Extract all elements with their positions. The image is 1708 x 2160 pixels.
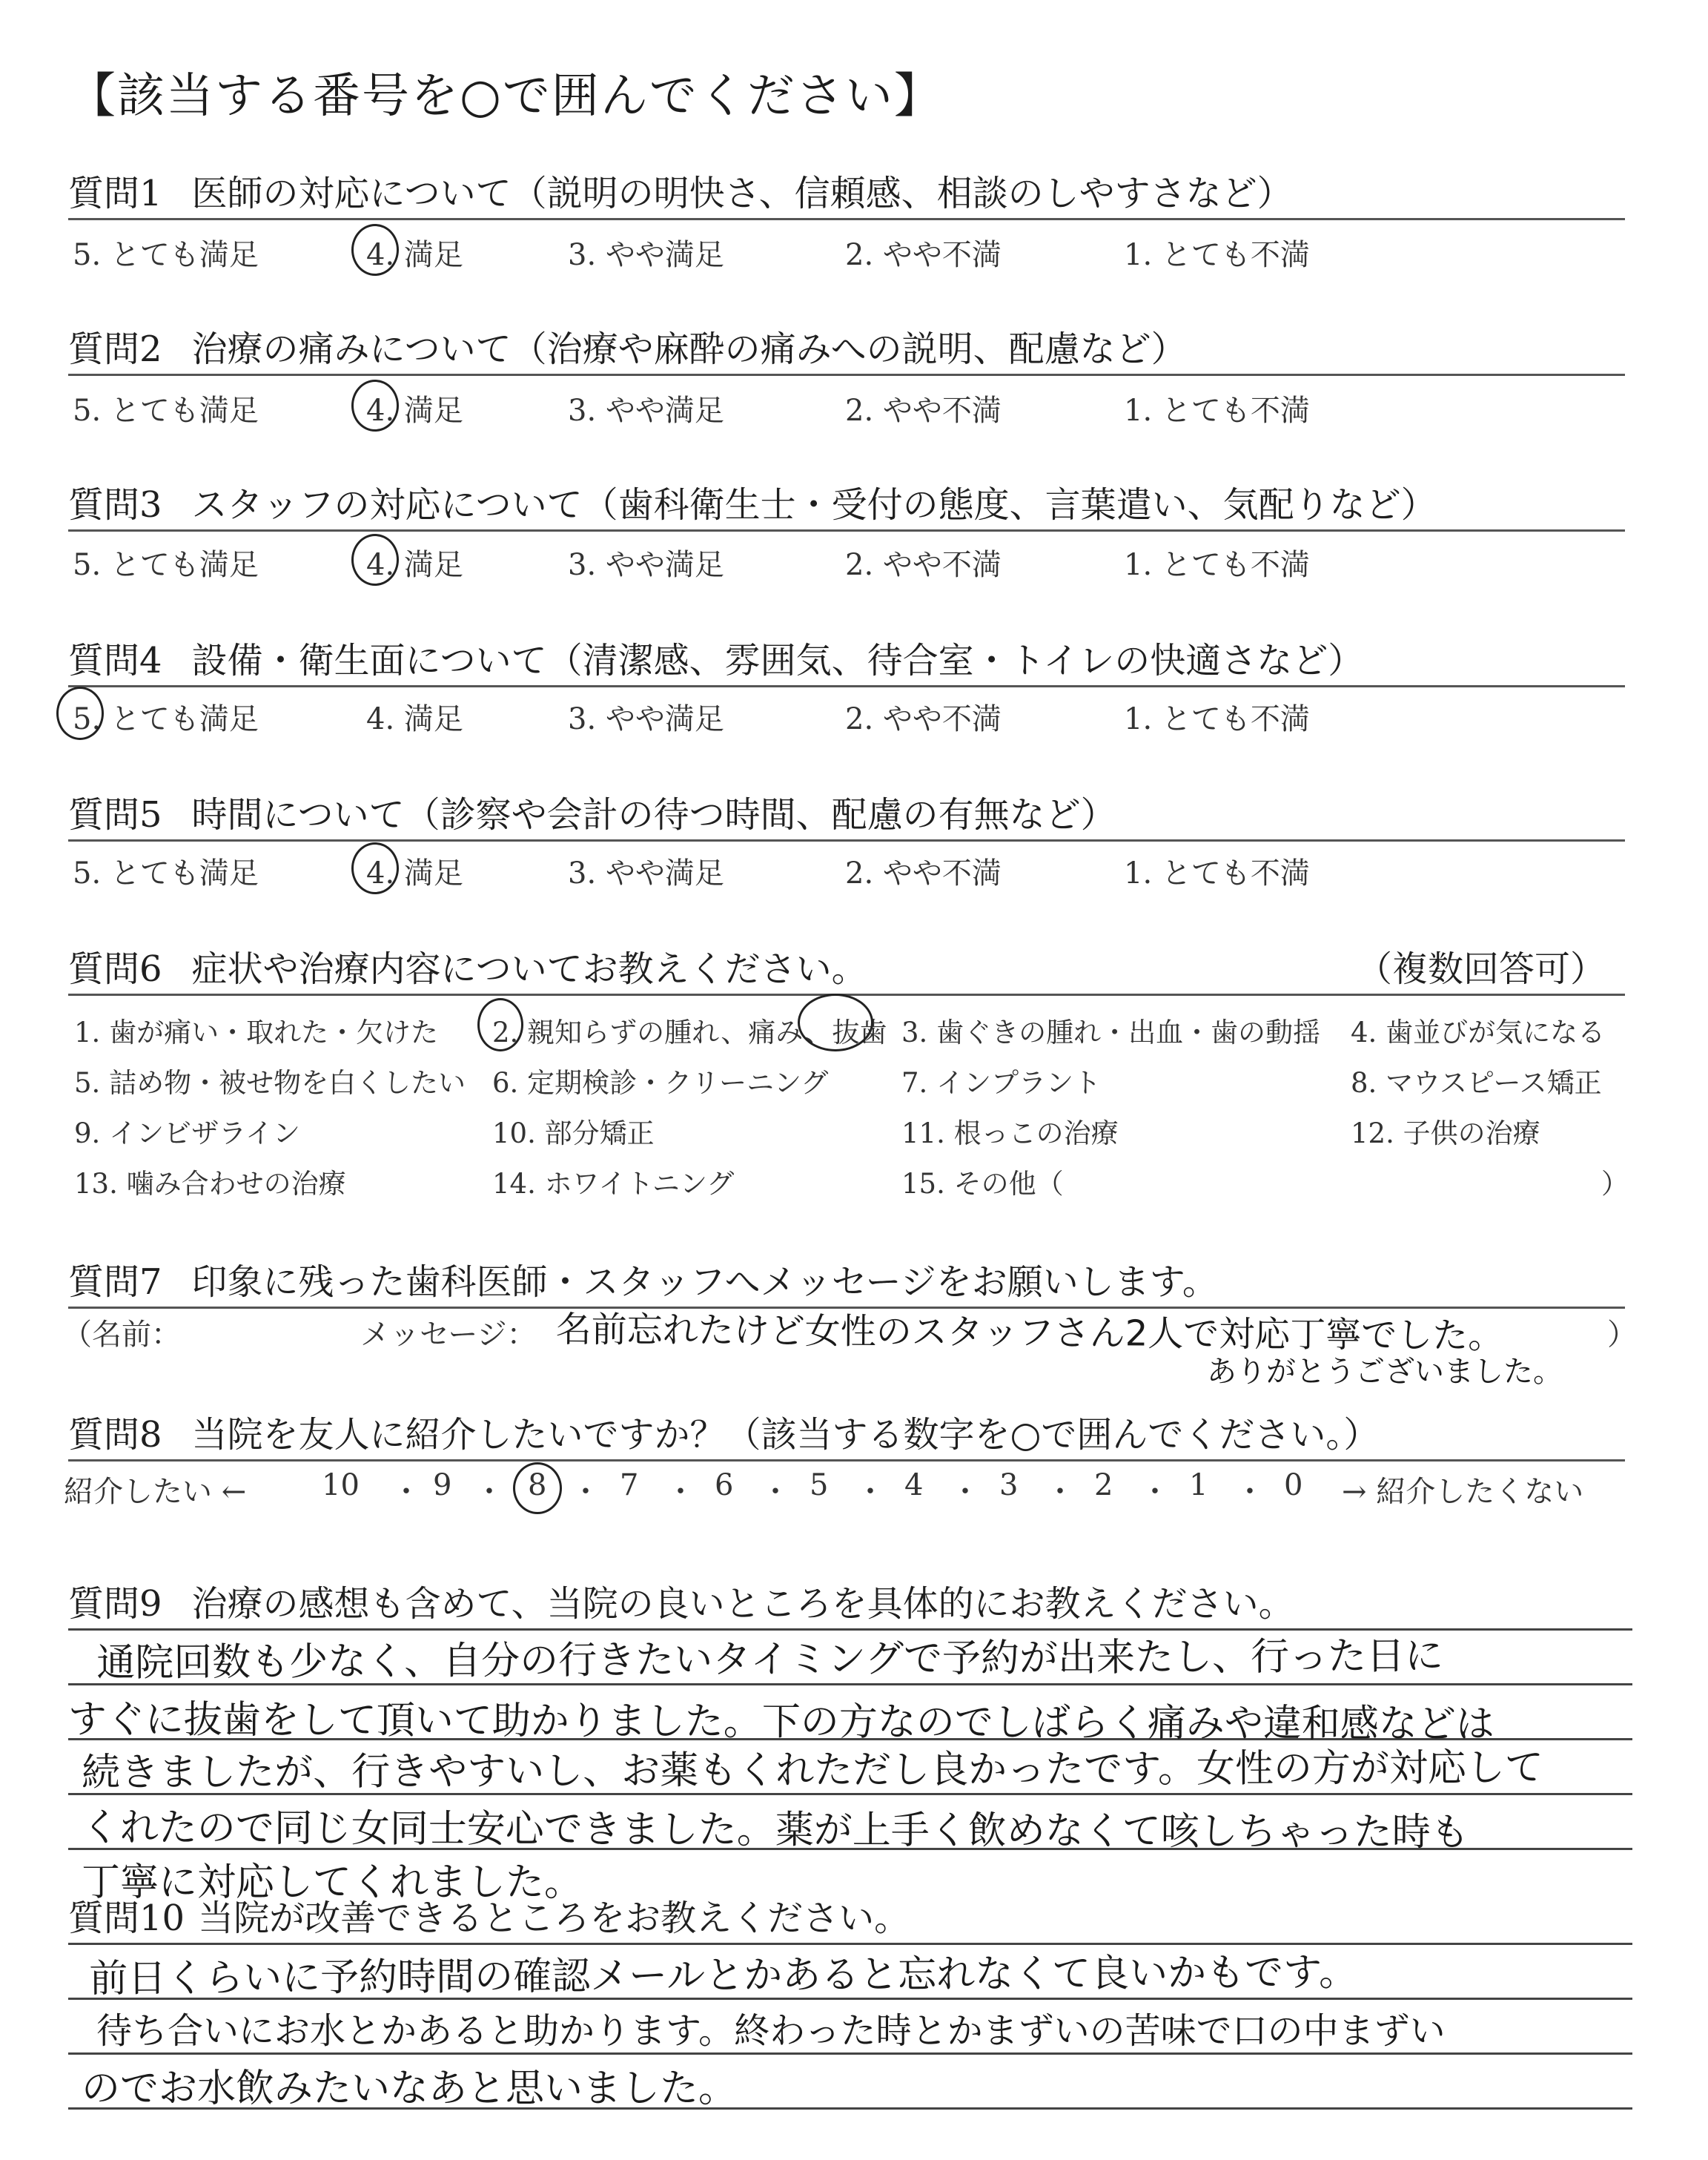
question-1-label: 質問1 bbox=[68, 173, 162, 214]
q3-option-1[interactable]: 1. とても不満 bbox=[1124, 548, 1310, 582]
q8-scale-dot: ・ bbox=[474, 1475, 504, 1509]
q5-selection-circle-icon bbox=[351, 842, 399, 894]
q1-selection-circle-icon bbox=[351, 224, 399, 276]
q4-option-2[interactable]: 2. やや不満 bbox=[845, 702, 1002, 736]
q6-item-2[interactable]: 2. 親知らずの腫れ、痛み、抜歯 bbox=[492, 1017, 887, 1048]
q2-option-3[interactable]: 3. やや満足 bbox=[568, 394, 724, 428]
question-8-rule bbox=[68, 1459, 1625, 1462]
q9-answer-line-2: すぐに抜歯をして頂いて助かりました。下の方なのでしばらく痛みや違和感などは bbox=[67, 1697, 1494, 1747]
question-10-text: 当院が改善できるところをお教えください。 bbox=[198, 1898, 910, 1939]
question-7-label: 質問7 bbox=[68, 1261, 162, 1303]
question-9-label: 質問9 bbox=[68, 1583, 162, 1625]
q8-scale-dot: ・ bbox=[1235, 1475, 1265, 1509]
q8-right-label: → 紹介したくない bbox=[1342, 1475, 1584, 1509]
q3-option-2[interactable]: 2. やや不満 bbox=[845, 548, 1002, 582]
question-8-text: 当院を友人に紹介したいですか？（該当する数字を○で囲んでください。） bbox=[191, 1414, 1380, 1456]
q2-option-2[interactable]: 2. やや不満 bbox=[845, 394, 1002, 428]
q1-option-3[interactable]: 3. やや満足 bbox=[568, 238, 724, 272]
q7-close-paren: ） bbox=[1607, 1318, 1637, 1352]
q6-item-9[interactable]: 9. インビザライン bbox=[74, 1117, 300, 1149]
q6-item-7[interactable]: 7. インプラント bbox=[901, 1067, 1102, 1099]
q8-scale-3[interactable]: 3 bbox=[999, 1468, 1019, 1502]
question-2-label: 質問2 bbox=[68, 328, 162, 370]
question-1-rule bbox=[68, 218, 1625, 220]
q4-option-5[interactable]: 5. とても満足 bbox=[73, 702, 259, 736]
question-6-label: 質問6 bbox=[68, 948, 162, 990]
form-title: 【該当する番号を○で囲んでください】 bbox=[68, 69, 943, 124]
q8-scale-dot: ・ bbox=[1045, 1475, 1075, 1509]
q10-answer-line-1: 前日くらいに予約時間の確認メールとかあると忘れなくて良いかもです。 bbox=[89, 1950, 1358, 2001]
question-7-text: 印象に残った歯科医師・スタッフへメッセージをお願いします。 bbox=[191, 1261, 1218, 1303]
q8-scale-9[interactable]: 9 bbox=[433, 1468, 452, 1502]
question-5-text: 時間について（診察や会計の待つ時間、配慮の有無など） bbox=[191, 794, 1116, 836]
question-2-rule bbox=[68, 374, 1625, 376]
question-3-label: 質問3 bbox=[68, 484, 162, 526]
q8-scale-7[interactable]: 7 bbox=[620, 1468, 639, 1502]
q2-option-4[interactable]: 4. 満足 bbox=[366, 394, 463, 428]
question-3-rule bbox=[68, 529, 1625, 532]
q6-item-6[interactable]: 6. 定期検診・クリーニング bbox=[492, 1067, 829, 1099]
q6-item-15-close: ） bbox=[1601, 1168, 1629, 1200]
q8-scale-0[interactable]: 0 bbox=[1284, 1468, 1303, 1502]
q6-item-11[interactable]: 11. 根っこの治療 bbox=[901, 1117, 1119, 1149]
question-10-label: 質問10 bbox=[68, 1898, 185, 1939]
question-5-rule bbox=[68, 839, 1625, 842]
q7-message-handwriting-line-2: ありがとうございました。 bbox=[1207, 1355, 1563, 1389]
question-10-heading bbox=[68, 1889, 910, 1941]
question-4-label: 質問4 bbox=[68, 640, 162, 681]
q8-scale-8[interactable]: 8 bbox=[528, 1468, 547, 1502]
q10-answer-line-3: のでお水飲みたいなあと思いました。 bbox=[82, 2067, 738, 2111]
question-9-heading bbox=[68, 1575, 1294, 1626]
q9-answer-line-1: 通院回数も少なく、自分の行きたいタイミングで予約が出来たし、行った日に bbox=[96, 1634, 1444, 1685]
q4-option-3[interactable]: 3. やや満足 bbox=[568, 702, 724, 736]
q10-answer-line-2: 待ち合いにお水とかあると助かります。終わった時とかまずいの苦味で口の中まずい bbox=[96, 2010, 1446, 2052]
question-1-text: 医師の対応について（説明の明快さ、信頼感、相談のしやすさなど） bbox=[191, 173, 1293, 214]
q8-scale-4[interactable]: 4 bbox=[904, 1468, 924, 1502]
q8-scale-dot: ・ bbox=[666, 1475, 695, 1509]
q6-item-8[interactable]: 8. マウスピース矯正 bbox=[1351, 1067, 1602, 1099]
q6-item-14[interactable]: 14. ホワイトニング bbox=[492, 1168, 735, 1200]
q8-scale-6[interactable]: 6 bbox=[715, 1468, 734, 1502]
q7-message-label: メッセージ： bbox=[360, 1318, 537, 1352]
q9-answer-line-5: 丁寧に対応してくれました。 bbox=[82, 1860, 583, 1905]
q5-option-2[interactable]: 2. やや不満 bbox=[845, 856, 1002, 891]
q8-scale-dot: ・ bbox=[761, 1475, 790, 1509]
q2-selection-circle-icon bbox=[351, 380, 399, 432]
q8-scale-1[interactable]: 1 bbox=[1189, 1468, 1208, 1502]
q3-option-5[interactable]: 5. とても満足 bbox=[73, 548, 259, 582]
q7-message-handwriting-line-1: 名前忘れたけど女性のスタッフさん2人で対応丁寧でした。 bbox=[555, 1308, 1504, 1357]
q6-item-2-circle-icon bbox=[477, 998, 523, 1051]
q5-option-5[interactable]: 5. とても満足 bbox=[73, 856, 259, 891]
question-8-heading bbox=[68, 1406, 1379, 1457]
q2-option-5[interactable]: 5. とても満足 bbox=[73, 394, 259, 428]
q6-item-13[interactable]: 13. 噛み合わせの治療 bbox=[74, 1168, 346, 1200]
q1-option-2[interactable]: 2. やや不満 bbox=[845, 238, 1002, 272]
q6-item-12[interactable]: 12. 子供の治療 bbox=[1351, 1117, 1540, 1149]
q8-scale-10[interactable]: 10 bbox=[322, 1468, 360, 1502]
q6-item-4[interactable]: 4. 歯並びが気になる bbox=[1351, 1017, 1606, 1048]
question-1-heading bbox=[68, 165, 1293, 216]
question-3-heading bbox=[68, 476, 1437, 527]
question-4-text: 設備・衛生面について（清潔感、雰囲気、待合室・トイレの快適さなど） bbox=[191, 640, 1364, 681]
question-4-heading bbox=[68, 632, 1363, 683]
q6-item-1[interactable]: 1. 歯が痛い・取れた・欠けた bbox=[74, 1017, 439, 1048]
question-6-heading bbox=[68, 940, 867, 991]
q6-item-3[interactable]: 3. 歯ぐきの腫れ・出血・歯の動揺 bbox=[901, 1017, 1321, 1048]
q1-option-4[interactable]: 4. 満足 bbox=[366, 238, 463, 272]
question-3-text: スタッフの対応について（歯科衛生士・受付の態度、言葉遣い、気配りなど） bbox=[191, 484, 1437, 526]
q6-item-10[interactable]: 10. 部分矯正 bbox=[492, 1117, 655, 1149]
q9-answer-line-4: くれたので同じ女同士安心できました。薬が上手く飲めなくて咳しちゃった時も bbox=[81, 1806, 1469, 1855]
q8-scale-dot: ・ bbox=[1140, 1475, 1170, 1509]
q1-option-5[interactable]: 5. とても満足 bbox=[73, 238, 259, 272]
question-4-rule bbox=[68, 685, 1625, 687]
q3-option-3[interactable]: 3. やや満足 bbox=[568, 548, 724, 582]
question-6-note: （複数回答可） bbox=[1357, 948, 1606, 990]
q7-name-label: （名前： bbox=[62, 1318, 181, 1352]
question-5-label: 質問5 bbox=[68, 794, 162, 836]
question-7-heading bbox=[68, 1253, 1218, 1304]
q4-option-4[interactable]: 4. 満足 bbox=[366, 702, 463, 736]
q4-selection-circle-icon bbox=[56, 687, 104, 740]
q8-scale-dot: ・ bbox=[571, 1475, 600, 1509]
q2-option-1[interactable]: 1. とても不満 bbox=[1124, 394, 1310, 428]
q6-item-5[interactable]: 5. 詰め物・被せ物を白くしたい bbox=[74, 1067, 466, 1099]
question-2-heading bbox=[68, 320, 1187, 371]
q8-scale-dot: ・ bbox=[391, 1475, 421, 1509]
question-5-heading bbox=[68, 786, 1116, 837]
q8-scale-2[interactable]: 2 bbox=[1094, 1468, 1113, 1502]
q5-option-3[interactable]: 3. やや満足 bbox=[568, 856, 724, 891]
q3-option-4[interactable]: 4. 満足 bbox=[366, 548, 463, 582]
q9-answer-line-3: 続きましたが、行きやすいし、お薬もくれただし良かったです。女性の方が対応して bbox=[82, 1745, 1544, 1795]
q8-scale-dot: ・ bbox=[855, 1475, 885, 1509]
q5-option-1[interactable]: 1. とても不満 bbox=[1124, 856, 1310, 891]
q5-option-4[interactable]: 4. 満足 bbox=[366, 856, 463, 891]
q6-extraction-circle-icon bbox=[798, 994, 873, 1051]
q3-selection-circle-icon bbox=[351, 534, 399, 586]
q8-selection-circle-icon bbox=[513, 1462, 562, 1514]
q8-left-label: 紹介したい ← bbox=[64, 1475, 247, 1509]
q8-scale-dot: ・ bbox=[950, 1475, 980, 1509]
q6-item-15[interactable]: 15. その他（ bbox=[901, 1168, 1064, 1200]
q1-option-1[interactable]: 1. とても不満 bbox=[1124, 238, 1310, 272]
question-2-text: 治療の痛みについて（治療や麻酔の痛みへの説明、配慮など） bbox=[191, 328, 1187, 370]
question-9-text: 治療の感想も含めて、当院の良いところを具体的にお教えください。 bbox=[191, 1583, 1294, 1625]
question-6-text: 症状や治療内容についてお教えください。 bbox=[191, 948, 867, 990]
q8-scale-5[interactable]: 5 bbox=[810, 1468, 829, 1502]
q4-option-1[interactable]: 1. とても不満 bbox=[1124, 702, 1310, 736]
question-8-label: 質問8 bbox=[68, 1414, 162, 1456]
